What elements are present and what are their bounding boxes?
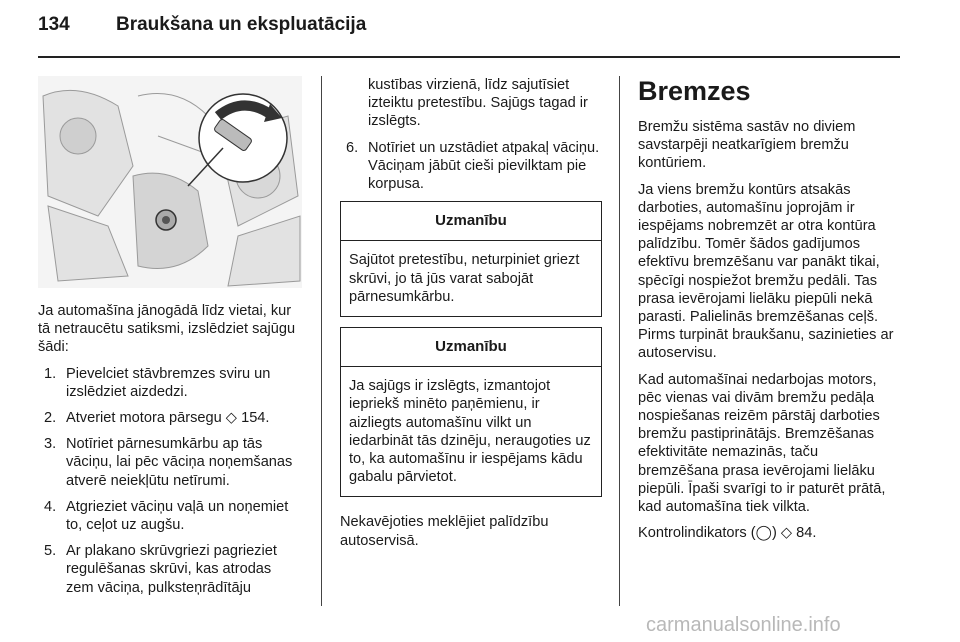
column-1 [38,302,302,597]
caution-title: Uzmanību [341,202,601,241]
steps-list [38,365,302,597]
caution-text: Sajūtot pretestību, neturpiniet griezt skrūvi, jo tā jūs varat sabojāt pārnesumkārbu. [349,252,580,305]
engine-illustration-icon [38,76,302,288]
list-item: 6. Notīriet un uzstādiet atpakaļ vāciņu. Vāciņam jābūt cieši pievilktam pie korpusa. [346,139,600,193]
list-item: 3. Notīriet pārnesumkārbu ap tās vāciņu, lai pēc vāciņa noņemšanas atverē neiekļūtu netīrumi. [44,436,293,489]
caution-box-2 [340,327,602,497]
page-header [38,14,366,36]
paragraph: Kad automašīnai nedarbojas motors, pēc vienas vai divām bremžu pedāļa nospiešanas reizēm pārstāj darboties bremžu pastiprinātājs. Bremzēšanas efektivitāte nemazinās, taču bremzēšana prasa ievērojami lielāku piepūli. Īpaši svarīgi to ir paturēt prātā, kad automašīna tiek vilkta. [638,371,886,516]
column-divider-2 [619,76,620,606]
paragraph: Kontrolindikators (◯) ◇ 84. [638,525,817,542]
page-title: Braukšana un ekspluatācija [116,14,367,35]
caution-box-1 [340,201,602,317]
brake-warning-icon: (◯) [750,525,777,542]
list-item: kustības virzienā, līdz sajutīsiet izteiktu pretestību. Sajūgs tagad ir izslēgts. [368,77,588,130]
paragraph: Ja viens bremžu kontūrs atsakās darboties, automašīnu joprojām ir iespējams nobremzēt ar otra kontūra palīdzību. Tomēr šādos gadījumos efektīvu bremzēšanu var panākt tikai, spēcīgi nospiežot bremžu pedāli. Tas prasa ievērojami lielāku piepūli nekā parasti. Palielinās bremzēšanas ceļš. Pirms turpināt braukšanu, sazinieties ar autoservisu. [638,181,894,362]
intro-paragraph: Ja automašīna jānogādā līdz vietai, kur tā netraucētu satiksmi, izslēdziet sajūgu šādi: [38,303,296,356]
engine-adjustment-screw-illustration [38,76,302,288]
caution-text: Ja sajūgs ir izslēgts, izmantojot iepriekš minēto paņēmienu, ir aizliegts automašīnu vilkt un iedarbināt tās dzinēju, neraugoties uz to, ka automašīnu ir iespējams kādu gabalu pārvietot. [349,378,591,486]
column-divider-1 [321,76,322,606]
outro-paragraph: Nekavējoties meklējiet palīdzību autoservisā. [340,514,549,549]
list-item: 5. Ar plakano skrūvgriezi pagrieziet regulēšanas skrūvi, kas atrodas zem vāciņa, pulksteņrādītāju [44,543,277,596]
list-item: 1. Pievelciet stāvbremzes sviru un izslēdziet aizdedzi. [44,365,271,400]
section-heading: Bremzes [638,76,751,106]
header-rule [38,56,900,58]
steps-list-continued [340,76,602,193]
page-reference[interactable]: ◇ 84. [776,525,817,542]
column-3 [638,76,902,550]
column-2 [340,76,602,558]
page-number: 134 [38,14,70,35]
caution-title: Uzmanību [341,328,601,367]
list-item: 2. Atveriet motora pārsegu ◇ 154. [44,410,270,427]
list-item: 4. Atgrieziet vāciņu vaļā un noņemiet to, ceļot uz augšu. [44,498,289,534]
paragraph: Bremžu sistēma sastāv no diviem savstarpēji neatkarīgiem bremžu kontūriem. [638,119,856,172]
watermark: carmanualsonline.info [646,614,841,636]
